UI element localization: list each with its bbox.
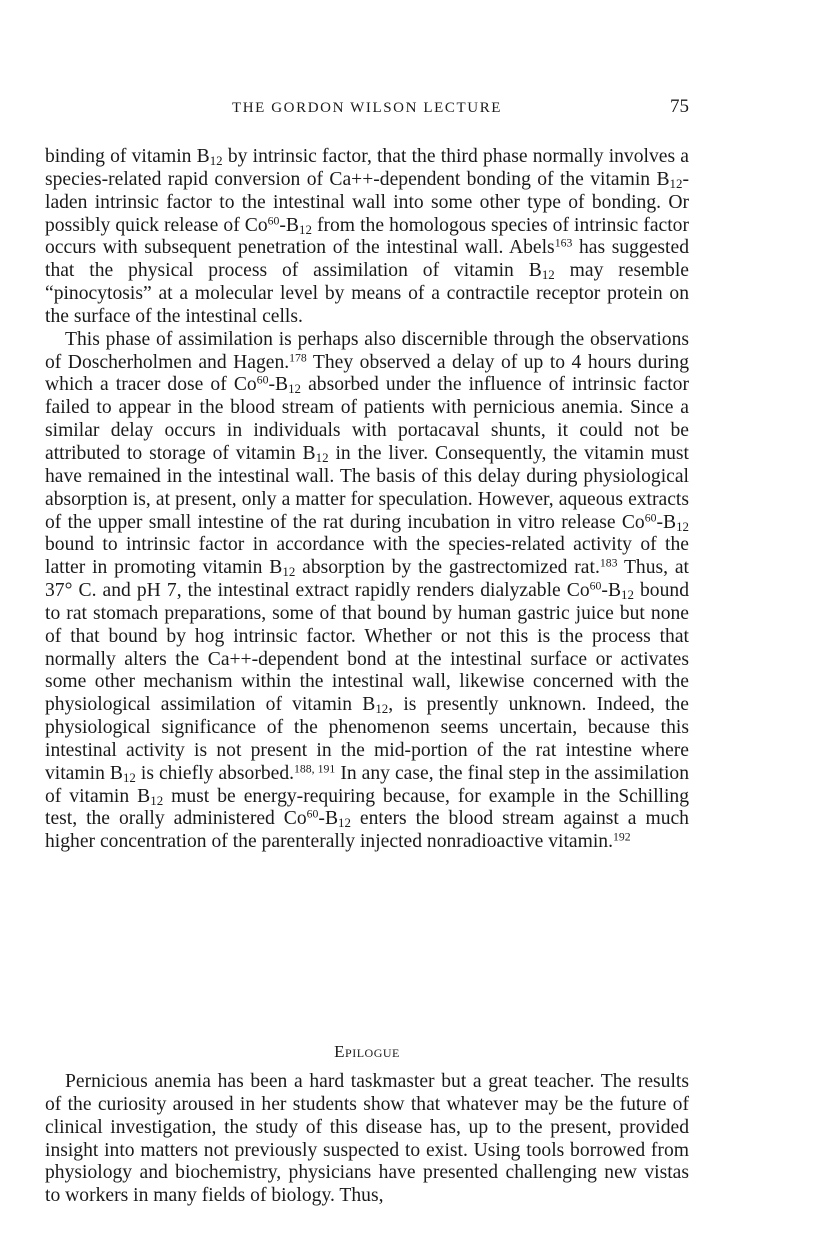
section-heading-epilogue: Epilogue bbox=[334, 1042, 400, 1061]
body-text-epilogue: Pernicious anemia has been a hard taskmaster but a great teacher. The results of the curiosity aroused in her students show that whatever may be the future of clinical investigation, the study of this disease has, up to the present, provided insight into matters not previously suspected to exist. Using tools borrowed from physiology and biochemistry, physicians have presented challenging new vistas to workers in many fields of biology. Thus, bbox=[45, 1071, 689, 1207]
page-number: 75 bbox=[670, 96, 689, 117]
body-text-continuation: binding of vitamin $B_{12}$ by intrinsic factor, that the third phase normally involves a species-related rapid conversion of Ca++-dependent bonding of the vitamin $B_{12}$-laden intrinsic factor to the intestinal wall into some other type of bonding. Or possibly quick release of $Co^{60}-B_{12}$ from the homologous species of intrinsic factor occurs with subsequent penetration of the intestinal wall. Abels$^{163}$ has suggested that the physical process of assimilation of vitamin $B_{12}$ may resemble “pinocytosis” at a molecular level by means of a contractile receptor protein on the surface of the intestinal cells. This phase of assimilation is perhaps also discernible through the observations of Doscherholmen and Hagen.$^{178}$ They observed a delay of up to 4 hours during which a tracer dose of $Co^{60}-B_{12}$ absorbed under the influence of intrinsic factor failed to appear in the blood stream of patients with pernicious anemia. Since a similar delay occurs in individuals with portacaval shunts, it could not be attributed to storage of vitamin $B_{12}$ in the liver. Consequently, the vitamin must have remained in the intestinal wall. The basis of this delay during physiological absorption is, at present, only a matter for speculation. However, aqueous extracts of the upper small intestine of the rat during incubation in vitro release $Co^{60}-B_{12}$ bound to intrinsic factor in accordance with the species-related activity of the latter in promoting vitamin $B_{12}$ absorption by the gastrectomized rat.$^{183}$ Thus, at 37° C. and pH 7, the intestinal extract rapidly renders dialyzable $Co^{60}-B_{12}$ bound to rat stomach preparations, some of that bound by human gastric juice but none of that bound by hog intrinsic factor. Whether or not this is the process that normally alters the Ca++-dependent bond at the intestinal surface or activates some other mechanism within the intestinal wall, likewise concerned with the physiological assimilation of vitamin $B_{12}$, is presently unknown. Indeed, the physiological significance of the phenomenon seems uncertain, because this intestinal activity is not present in the mid-portion of the rat intestine where vitamin $B_{12}$ is chiefly absorbed.$^{188, 191}$ In any case, the final step in the assimilation of vitamin $B_{12}$ must be energy-requiring because, for example in the Schilling test, the orally administered $Co^{60}-B_{12}$ enters the blood stream against a much higher concentration of the parenterally injected nonradioactive vitamin.$^{192}$ bbox=[45, 146, 689, 853]
running-title: THE GORDON WILSON LECTURE bbox=[231, 100, 503, 116]
page-header bbox=[45, 98, 689, 122]
